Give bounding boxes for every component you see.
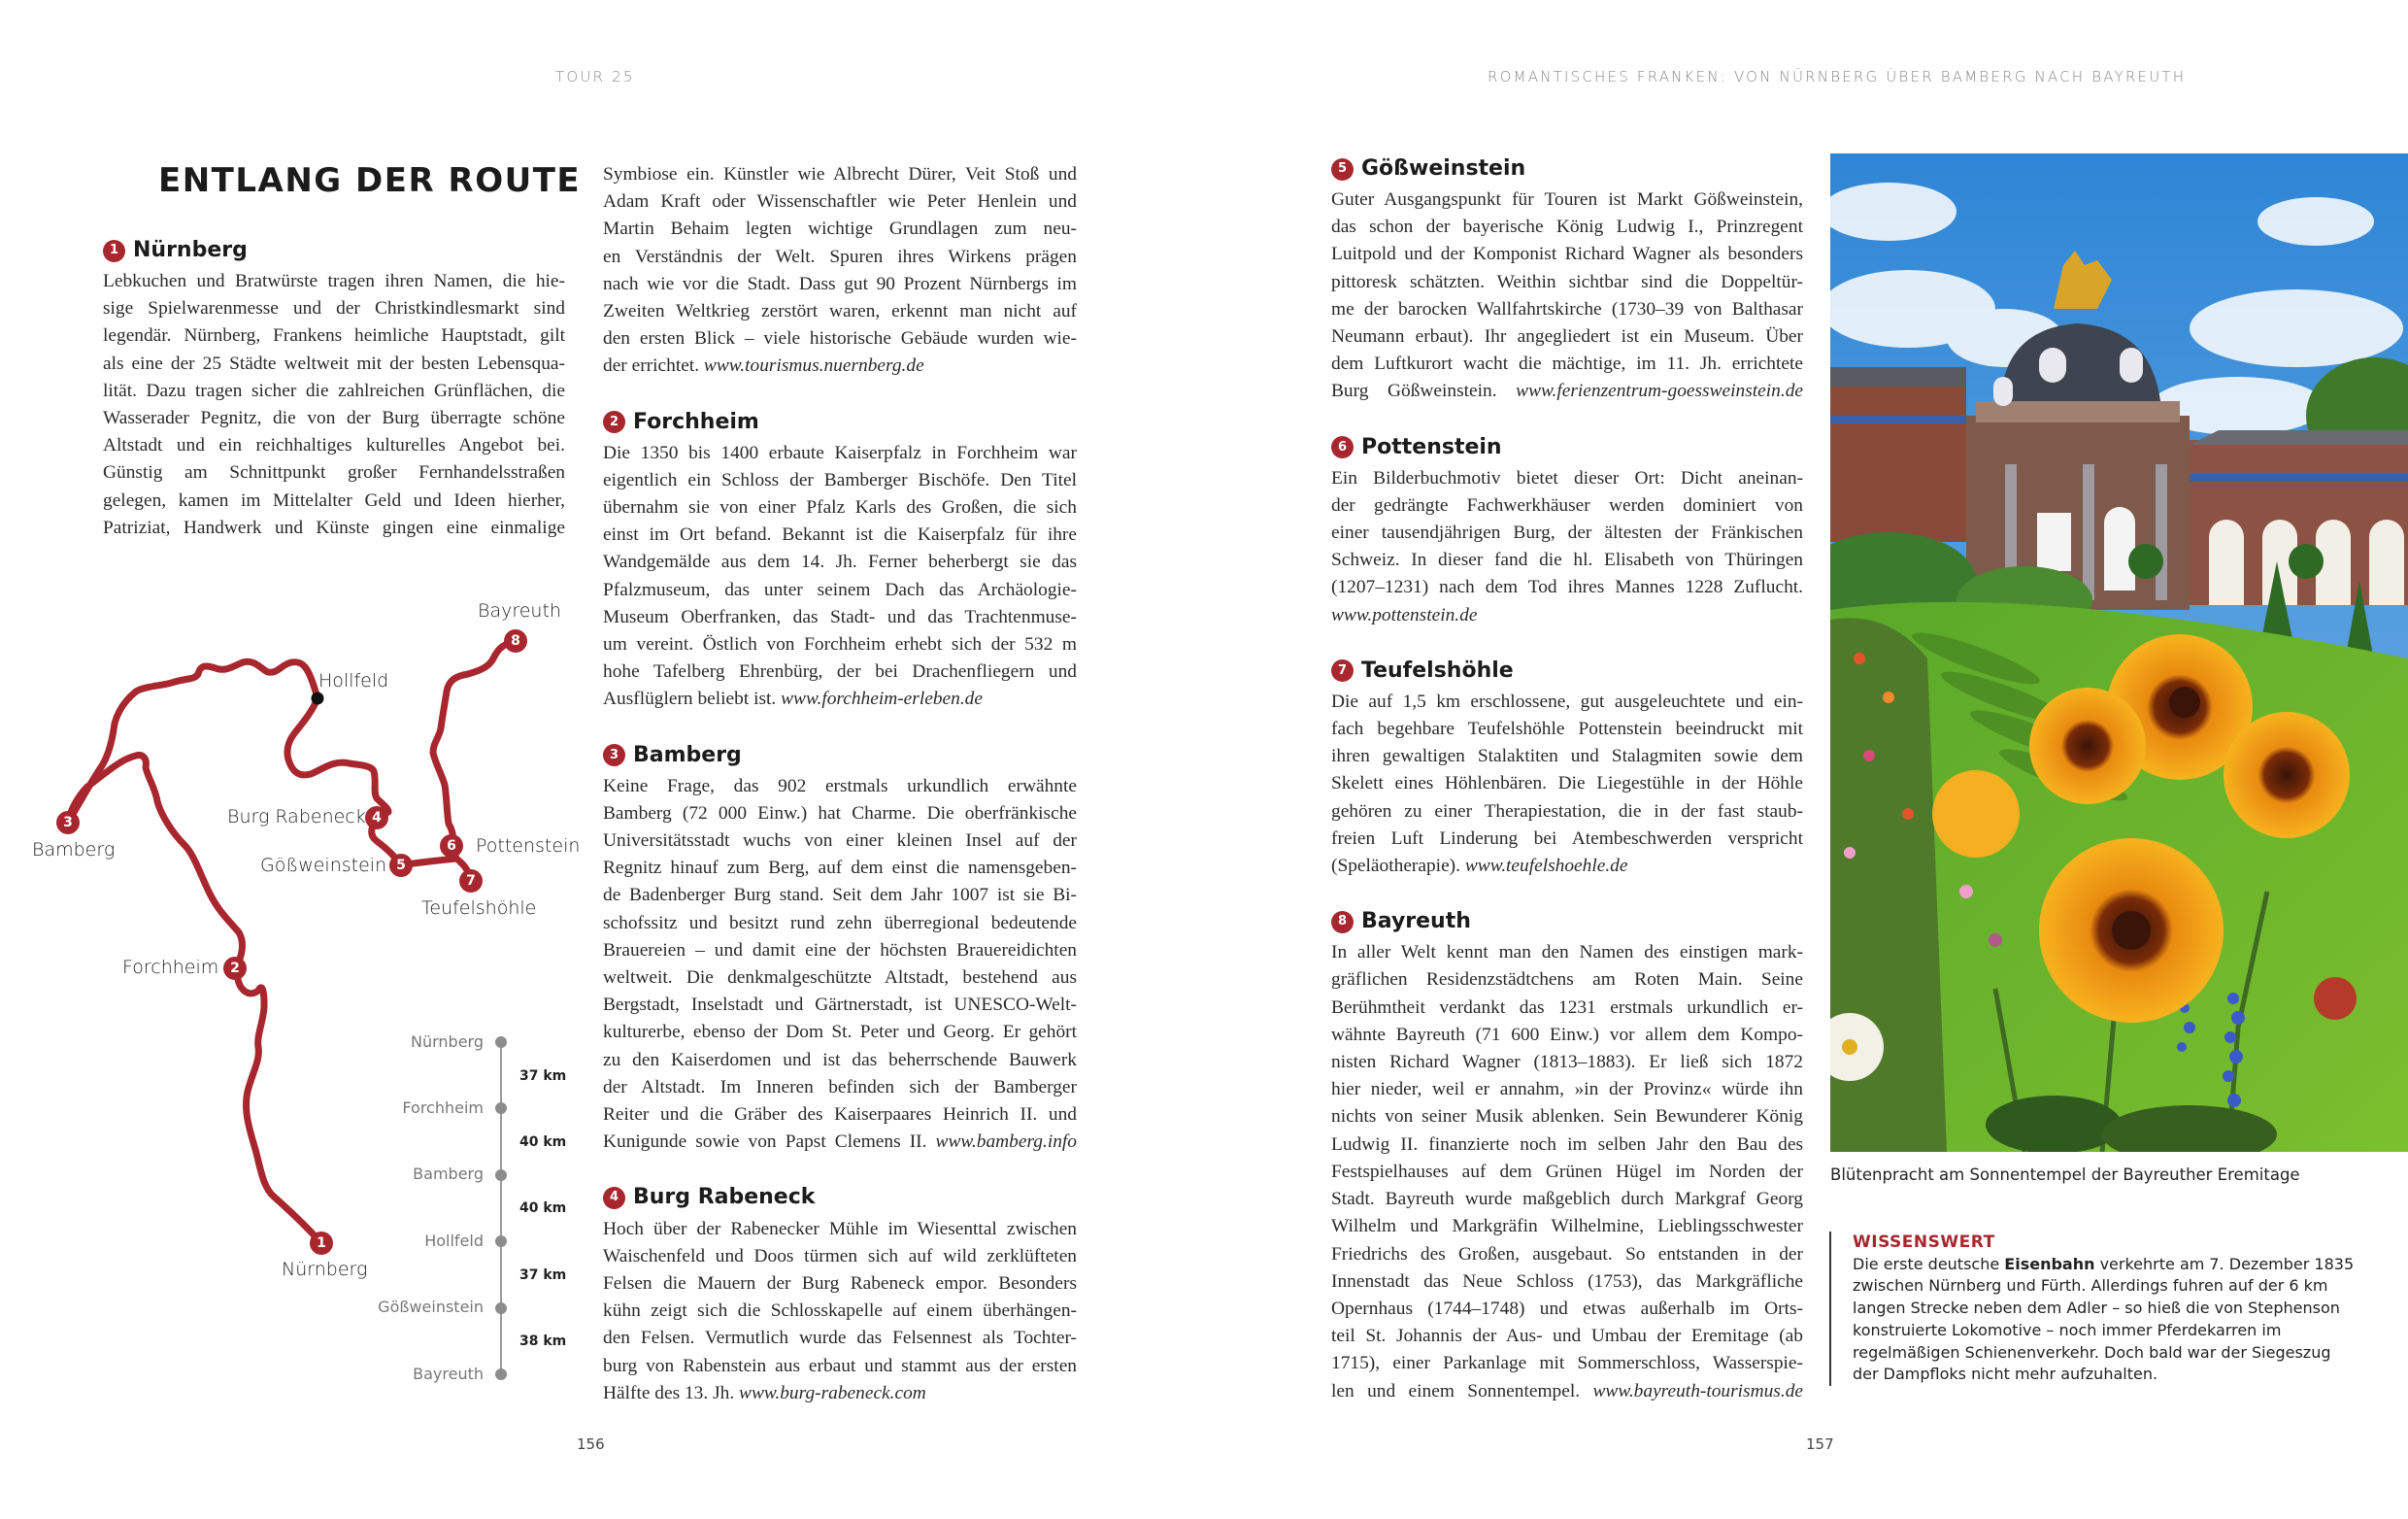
map-label-pottenstein: Pottenstein bbox=[476, 835, 581, 857]
section-title: Gößweinstein bbox=[1361, 155, 1526, 181]
text-line: 1715), einer Parkanlage mit Sommerschloss, Wasserspie- bbox=[1331, 1353, 1803, 1374]
distance-scale-line bbox=[500, 1042, 502, 1374]
text-line: burg von Rabenstein aus erbaut und stammt aus der ersten bbox=[603, 1355, 1077, 1376]
text-line: Regnitz hinauf zum Berg, auf dem einst die namensgeben- bbox=[603, 858, 1077, 879]
text-line: nach wie vor die Stadt. Dass gut 90 Prozent Nürnbergs im bbox=[603, 273, 1077, 294]
map-marker-6[interactable]: 6 bbox=[440, 834, 463, 858]
text-line: schofssitz und besitzt rund zehn überregional bedeutende bbox=[603, 912, 1077, 933]
text-line: den Felsen. Vermutlich wurde das Felsennest als Tochter- bbox=[603, 1328, 1077, 1349]
map-label-goessweinstein: Gößweinstein bbox=[260, 855, 387, 876]
text-line: um vereint. Östlich von Forchheim erhebt sich der 532 m bbox=[603, 634, 1077, 656]
text-line: kulturerbe, ebenso der Dom St. Peter und Georg. Er gehört bbox=[603, 1022, 1077, 1043]
photo-illustration bbox=[1830, 153, 2408, 1152]
text-line: Wandgemälde aus dem 14. Jh. Ferner beherbergt sie das bbox=[603, 552, 1077, 573]
text-line: als eine der 25 Städte weltweit mit der besten Lebensqua- bbox=[103, 353, 565, 374]
distance-stop-label: Bamberg bbox=[413, 1165, 484, 1183]
marker-number-icon: 8 bbox=[1331, 911, 1354, 933]
text-line: Skelett eines Höhlenbären. Die Liegestühle in der Höhle bbox=[1331, 773, 1803, 794]
distance-stop-label: Nürnberg bbox=[411, 1032, 484, 1051]
info-text: verkehrte am 7. Dezember 1835 zwischen Nürnberg und Fürth. Allerdings fuhren auf der 6 km langen Strecke neben dem Adler – so hieß die von Stephenson konstruierte Lokomotive – noch immer Pferdekarren im regelmäßigen Schienenverkehr. Doch bald war der Siegeszug der Dampfloks nicht mehr aufzuhalten. bbox=[1853, 1254, 2355, 1384]
section-body bbox=[1331, 939, 1803, 1404]
text-line: Zweiten Weltkrieg zerstört waren, erkennt man nicht auf bbox=[603, 301, 1077, 322]
info-box-heading: WISSENSWERT bbox=[1853, 1232, 1995, 1252]
running-head-right: ROMANTISCHES FRANKEN: VON NÜRNBERG ÜBER BAMBERG NACH BAYREUTH bbox=[1488, 68, 2187, 85]
text-line: legendär. Nürnberg, Frankens heimliche Hauptstadt, gilt bbox=[103, 325, 565, 347]
website-link[interactable]: www.bayreuth-tourismus.de bbox=[1592, 1380, 1803, 1401]
info-box-text bbox=[1853, 1254, 2358, 1386]
text-line: Burg Gößweinstein. bbox=[1331, 381, 1517, 402]
text-line: der gedrängte Fachwerkhäuser werden dominiert von bbox=[1331, 494, 1803, 516]
section-body bbox=[1331, 689, 1803, 880]
marker-number-icon: 7 bbox=[1331, 659, 1354, 682]
text-line: gräflichen Residenzstädtchens am Roten Main. Seine bbox=[1331, 969, 1803, 991]
marker-number-icon: 5 bbox=[1331, 158, 1354, 181]
section-title: Forchheim bbox=[633, 409, 759, 434]
distance-dot-icon bbox=[495, 1036, 507, 1048]
text-line: Neumann erbaut). Ihr angegliedert ist ein Museum. Über bbox=[1331, 326, 1803, 348]
text-line: Berühmtheit verdankt das 1231 erstmals urkundlich er- bbox=[1331, 996, 1803, 1018]
text-line: Friedrichs des Großen, ausgebaut. So entstanden in der bbox=[1331, 1243, 1803, 1265]
map-label-nuernberg: Nürnberg bbox=[282, 1259, 368, 1280]
text-line: weltweit. Die denkmalgeschützte Altstadt, bestehend aus bbox=[603, 967, 1077, 989]
distance-leg: 40 km bbox=[519, 1200, 567, 1216]
section-body bbox=[603, 773, 1077, 1157]
text-line: ihren gewaltigen Stalaktiten und Stalagmiten sowie dem bbox=[1331, 746, 1803, 767]
section-title: Teufelshöhle bbox=[1361, 658, 1514, 683]
section-heading-bayreuth bbox=[1331, 906, 1803, 937]
text-line: eigentlich ein Schloss der Bamberger Bischöfe. Den Titel bbox=[603, 469, 1077, 490]
text-line: dem Luftkurort wacht die mächtige, im 11. Jh. errichtete bbox=[1331, 354, 1803, 375]
column-middle bbox=[603, 161, 1077, 1407]
text-line: Guter Ausgangspunkt für Touren ist Markt Gößweinstein, bbox=[1331, 189, 1803, 210]
section-heading-pottenstein bbox=[1331, 432, 1803, 463]
text-line: wähnte Bayreuth (71 600 Einw.) vor allem dem Kompo- bbox=[1331, 1024, 1803, 1045]
map-label-burg-rabeneck: Burg Rabeneck bbox=[227, 806, 366, 827]
website-link[interactable]: www.teufelshoehle.de bbox=[1464, 856, 1628, 877]
map-marker-1[interactable]: 1 bbox=[310, 1232, 333, 1255]
section-heading-goessweinstein bbox=[1331, 153, 1803, 185]
text-line: (Speläotherapie). bbox=[1331, 856, 1465, 877]
text-line: Hälfte des 13. Jh. bbox=[603, 1382, 740, 1403]
distance-dot-icon bbox=[495, 1102, 507, 1114]
text-line: Ausflüglern beliebt ist. bbox=[603, 689, 782, 710]
distance-stop-label: Hollfeld bbox=[424, 1232, 484, 1250]
text-line: pittoresk schätzten. Weithin sichtbar sind die Doppeltür- bbox=[1331, 271, 1803, 292]
text-line: In aller Welt kennt man den Namen des einstigen mark- bbox=[1331, 942, 1803, 963]
text-line: Felsen die Mauern der Burg Rabeneck empor. Besonders bbox=[603, 1272, 1077, 1294]
text-line: einst im Ort befand. Bekannt ist die Kaiserpfalz für ihre bbox=[603, 524, 1077, 546]
text-line: Reiter und die Gräber des Kaiserpaares Heinrich II. und bbox=[603, 1104, 1077, 1126]
running-head-left: TOUR 25 bbox=[555, 68, 635, 85]
website-link[interactable]: www.burg-rabeneck.com bbox=[739, 1382, 926, 1403]
text-line: Universitätsstadt wuchs von einer kleinen Insel auf der bbox=[603, 830, 1077, 852]
marker-number-icon: 1 bbox=[103, 240, 125, 262]
text-line: Stadt. Bayreuth wurde maßgeblich durch Markgraf Georg bbox=[1331, 1189, 1803, 1210]
section-title: Nürnberg bbox=[133, 237, 248, 262]
text-line: len und einem Sonnentempel. bbox=[1331, 1380, 1593, 1401]
text-line: Luitpold und der Komponist Richard Wagner als besonders bbox=[1331, 244, 1803, 265]
marker-number-icon: 6 bbox=[1331, 436, 1354, 458]
section-heading-bamberg bbox=[603, 740, 1077, 771]
text-line: (1207–1231) nach dem Tod ihres Mannes 1228 Zuflucht. bbox=[1331, 577, 1803, 598]
column-right bbox=[1331, 153, 1803, 1405]
text-line: Wilhelm und Markgräfin Wilhelmine, Lieblingsschwester bbox=[1331, 1216, 1803, 1237]
section-body bbox=[1331, 186, 1803, 406]
distance-dot-icon bbox=[495, 1368, 507, 1380]
text-line: Günstig am Schnittpunkt großer Fernhandelsstraßen bbox=[103, 462, 565, 484]
text-line: Innenstadt das Neue Schloss (1753), das Markgräfliche bbox=[1331, 1270, 1803, 1292]
map-label-bayreuth: Bayreuth bbox=[478, 600, 561, 622]
website-link[interactable]: www.tourismus.nuernberg.de bbox=[703, 355, 924, 377]
text-line: Hoch über der Rabenecker Mühle im Wiesenttal zwischen bbox=[603, 1218, 1077, 1239]
text-line: fach begehbare Teufelshöhle Pottenstein beeindruckt mit bbox=[1331, 719, 1803, 740]
text-line: Ein Bilderbuchmotiv bietet dieser Ort: Dicht aneinan- bbox=[1331, 467, 1803, 489]
text-line: Altstadt und ein reichhaltiges kulturelles Angebot bei. bbox=[103, 435, 565, 456]
text-line: der errichtet. bbox=[603, 355, 704, 377]
text-line: de Badenberger Burg stand. Seit dem Jahr 1007 ist sie Bi- bbox=[603, 885, 1077, 906]
section-title: Burg Rabeneck bbox=[633, 1185, 816, 1210]
text-line: Adam Kraft oder Wissenschaftler wie Peter Henlein und bbox=[603, 191, 1077, 213]
text-line: teil St. Johannis der Aus- und Umbau der Eremitage (ab bbox=[1331, 1326, 1803, 1347]
text-line: me der barocken Wallfahrtskirche (1730–39 von Balthasar bbox=[1331, 298, 1803, 320]
text-line: der Altstadt. Im Inneren befinden sich der Bamberger bbox=[603, 1076, 1077, 1097]
text-line: Martin Behaim legten wichtige Grundlagen zum neu- bbox=[603, 219, 1077, 240]
route-map bbox=[0, 583, 583, 1301]
text-line: den ersten Blick – viele historische Gebäude wurden wie- bbox=[603, 328, 1077, 350]
text-line: Patriziat, Handwerk und Künste gingen eine einmalige bbox=[103, 517, 565, 538]
marker-number-icon: 4 bbox=[603, 1187, 625, 1209]
distance-stop-label: Forchheim bbox=[402, 1098, 484, 1117]
text-line: nichts von seiner Musik ablenken. Sein Bewunderer König bbox=[1331, 1106, 1803, 1128]
map-marker-8[interactable]: 8 bbox=[504, 629, 527, 653]
section-title: Bamberg bbox=[633, 742, 742, 767]
text-line: Symbiose ein. Künstler wie Albrecht Dürer, Veit Stoß und bbox=[603, 164, 1077, 185]
distance-stop-label: Bayreuth bbox=[413, 1365, 484, 1383]
text-line: Bergstadt, Inselstadt und Gärtnerstadt, ist UNESCO-Welt- bbox=[603, 995, 1077, 1016]
map-marker-3[interactable]: 3 bbox=[56, 811, 80, 834]
map-label-hollfeld: Hollfeld bbox=[318, 670, 389, 692]
distance-dot-icon bbox=[495, 1235, 507, 1247]
text-line: Museum Oberfranken, das Stadt- und das Trachtenmuse- bbox=[603, 606, 1077, 627]
map-label-forchheim: Forchheim bbox=[122, 957, 219, 978]
section-heading-nuernberg bbox=[103, 235, 565, 266]
distance-dot-icon bbox=[495, 1302, 507, 1314]
route-line bbox=[68, 641, 515, 1243]
section-heading-burg-rabeneck bbox=[603, 1183, 1077, 1214]
map-marker-7[interactable]: 7 bbox=[459, 869, 483, 893]
map-marker-2[interactable]: 2 bbox=[223, 957, 247, 980]
text-line: Wasserader Pegnitz, die von der Burg überragte schöne bbox=[103, 408, 565, 429]
text-line: freien Luft Linderung bei Atembeschwerden verspricht bbox=[1331, 827, 1803, 849]
text-line: lität. Dazu tragen sicher die zahlreichen Grünflächen, die bbox=[103, 380, 565, 401]
text-line: Bamberg (72 000 Einw.) hat Charme. Die oberfränkische bbox=[603, 802, 1077, 824]
section-heading-forchheim bbox=[603, 407, 1077, 438]
website-link[interactable]: www.pottenstein.de bbox=[1331, 604, 1478, 625]
section-title: Pottenstein bbox=[1361, 434, 1502, 459]
text-line: hohe Tafelberg Ehrenbürg, der bei Drachenfliegern und bbox=[603, 661, 1077, 683]
distance-leg: 40 km bbox=[519, 1134, 567, 1150]
page-title: ENTLANG DER ROUTE bbox=[158, 161, 582, 200]
section-body bbox=[103, 268, 565, 542]
text-line: sige Spielwarenmesse und der Christkindlesmarkt sind bbox=[103, 298, 565, 320]
text-line: kühn zeigt sich die Schlosskapelle auf einem überhängen- bbox=[603, 1300, 1077, 1322]
distance-leg: 38 km bbox=[519, 1333, 567, 1349]
map-marker-4[interactable]: 4 bbox=[365, 806, 388, 829]
text-line: Ludwig II. finanzierte noch im selben Jahr den Bau des bbox=[1331, 1133, 1803, 1155]
text-line: nisten Richard Wagner (1813–1883). Er ließ sich 1872 bbox=[1331, 1052, 1803, 1073]
text-line: übernahm sie von einer Pfalz Karls des Großen, die sich bbox=[603, 497, 1077, 519]
text-line: hier nieder, weil er annahm, »in der Provinz« würde ihn bbox=[1331, 1079, 1803, 1100]
photo-sonnentempel bbox=[1830, 153, 2408, 1152]
text-line: gehören zu einer Therapiestation, die in der fast staub- bbox=[1331, 800, 1803, 822]
text-line: zu den Kaiserdomen und ist das beherrschende Bauwerk bbox=[603, 1049, 1077, 1070]
distance-stop-label: Gößweinstein bbox=[378, 1298, 484, 1316]
text-line: Pfalzmuseum, das unter seinem Dach das Archäologie- bbox=[603, 579, 1077, 600]
text-line: Keine Frage, das 902 erstmals urkundlich erwähnte bbox=[603, 775, 1077, 796]
column-left bbox=[103, 235, 565, 542]
text-line: Die auf 1,5 km erschlossene, gut ausgeleuchtete und ein- bbox=[1331, 691, 1803, 712]
text-line: Brauereien – und damit eine der höchsten Brauereidichten bbox=[603, 939, 1077, 961]
info-box-wissenswert bbox=[1829, 1232, 2358, 1386]
section-heading-teufelshoehle bbox=[1331, 656, 1803, 687]
section-body bbox=[603, 1216, 1077, 1407]
website-link[interactable]: www.bamberg.info bbox=[935, 1131, 1077, 1153]
text-line: Kunigunde sowie von Papst Clemens II. bbox=[603, 1131, 936, 1153]
text-line: en Verständnis der Welt. Spuren ihres Wirkens prägen bbox=[603, 246, 1077, 267]
waypoint-dot-icon bbox=[312, 692, 324, 705]
map-label-bamberg: Bamberg bbox=[32, 839, 116, 861]
text-line: das schon der bayerische König Ludwig I., Prinzregent bbox=[1331, 217, 1803, 238]
text-line: Die 1350 bis 1400 erbaute Kaiserpfalz in Forchheim war bbox=[603, 442, 1077, 463]
website-link[interactable]: www.ferienzentrum-goessweinstein.de bbox=[1516, 381, 1803, 402]
info-text: Die erste deutsche bbox=[1853, 1254, 2005, 1273]
text-line: gelegen, kamen im Mittelalter Geld und Ideen hierher, bbox=[103, 489, 565, 511]
section-body-continued bbox=[603, 161, 1077, 381]
text-line: Waischenfeld und Doos türmen sich auf wild zerklüfteten bbox=[603, 1245, 1077, 1266]
text-line: Festspielhauses auf dem Grünen Hügel im Norden der bbox=[1331, 1161, 1803, 1182]
distance-dot-icon bbox=[495, 1169, 507, 1181]
page-number-left: 156 bbox=[577, 1435, 605, 1453]
marker-number-icon: 3 bbox=[603, 744, 625, 766]
distance-leg: 37 km bbox=[519, 1068, 567, 1084]
section-title: Bayreuth bbox=[1361, 909, 1471, 934]
info-bold-term: Eisenbahn bbox=[2004, 1254, 2095, 1273]
marker-number-icon: 2 bbox=[603, 411, 625, 433]
map-label-teufelshoehle: Teufelshöhle bbox=[421, 897, 537, 919]
website-link[interactable]: www.forchheim-erleben.de bbox=[781, 689, 983, 710]
distance-leg: 37 km bbox=[519, 1267, 567, 1283]
section-body bbox=[1331, 465, 1803, 629]
photo-caption: Blütenpracht am Sonnentempel der Bayreuther Eremitage bbox=[1830, 1165, 2300, 1184]
text-line: einer tausendjährigen Burg, der ältesten der Fränkischen bbox=[1331, 523, 1803, 544]
text-line: Opernhaus (1744–1748) und etwas außerhalb im Orts- bbox=[1331, 1298, 1803, 1319]
map-marker-5[interactable]: 5 bbox=[389, 854, 413, 877]
page-number-right: 157 bbox=[1806, 1435, 1834, 1453]
section-body bbox=[603, 440, 1077, 714]
text-line: Schweiz. In dieser fand die hl. Elisabeth von Thüringen bbox=[1331, 550, 1803, 571]
text-line: Lebkuchen und Bratwürste tragen ihren Namen, die hie- bbox=[103, 271, 565, 291]
